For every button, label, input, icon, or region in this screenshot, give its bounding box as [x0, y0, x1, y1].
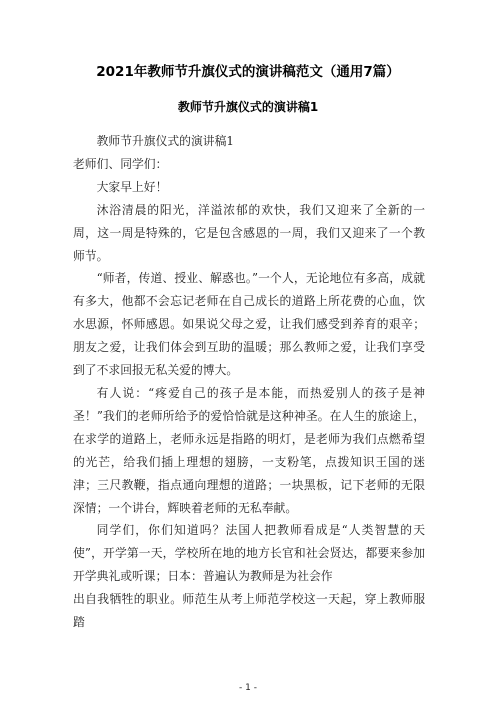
- paragraph: 大家早上好！: [96, 179, 168, 194]
- paragraph: 出自我牺牲的职业。师范生从考上师范学校这一天起，穿上教师服踏: [73, 592, 425, 630]
- paragraph: “师者，传道、授业、解惑也。”一个人，无论地位有多高，成就有多大，他都不会忘记老师在自己成长的道路上所花费的心血，饮水思源，怀师感恩。如果说父母之爱，让我们感受到养育的艰辛；朋友之爱，让我们体会到互助的温暖；那么教师之爱，让我们享受到了不求回报无私关爱的博大。: [73, 271, 425, 378]
- document-title: 2021年教师节升旗仪式的演讲稿范文（通用7篇）: [96, 64, 400, 80]
- section-heading: 教师节升旗仪式的演讲稿1: [177, 100, 319, 114]
- paragraph: 教师节升旗仪式的演讲稿1: [96, 134, 234, 148]
- paragraph: 有人说：“疼爱自己的孩子是本能，而热爱别人的孩子是神圣！”我们的老师所给予的爱恰恰就是这种神圣。在人生的旅途上，在求学的道路上，老师永远是指路的明灯，是老师为我们点燃希望的光芒，给我们插上理想的翅膀，一支粉笔，点拨知识王国的迷津；三尺教鞭，指点通向理想的道路；一块黑板，记下老师的无限深情；一个讲台，辉映着老师的无私奉献。: [73, 385, 425, 515]
- page-number: - 1 -: [239, 683, 257, 693]
- document-body: [73, 130, 425, 634]
- paragraph: 沐浴清晨的阳光，洋溢浓郁的欢快，我们又迎来了全新的一周，这一周是特殊的，它是包含感恩的一周，我们又迎来了一个教师节。: [73, 202, 425, 263]
- paragraph: 老师们、同学们：: [73, 156, 168, 171]
- paragraph: 同学们，你们知道吗？法国人把教师看成是“人类智慧的天使”，开学第一天，学校所在地的地方长官和社会贤达，都要来参加开学典礼或听课；日本：普遍认为教师是为社会作: [73, 523, 425, 584]
